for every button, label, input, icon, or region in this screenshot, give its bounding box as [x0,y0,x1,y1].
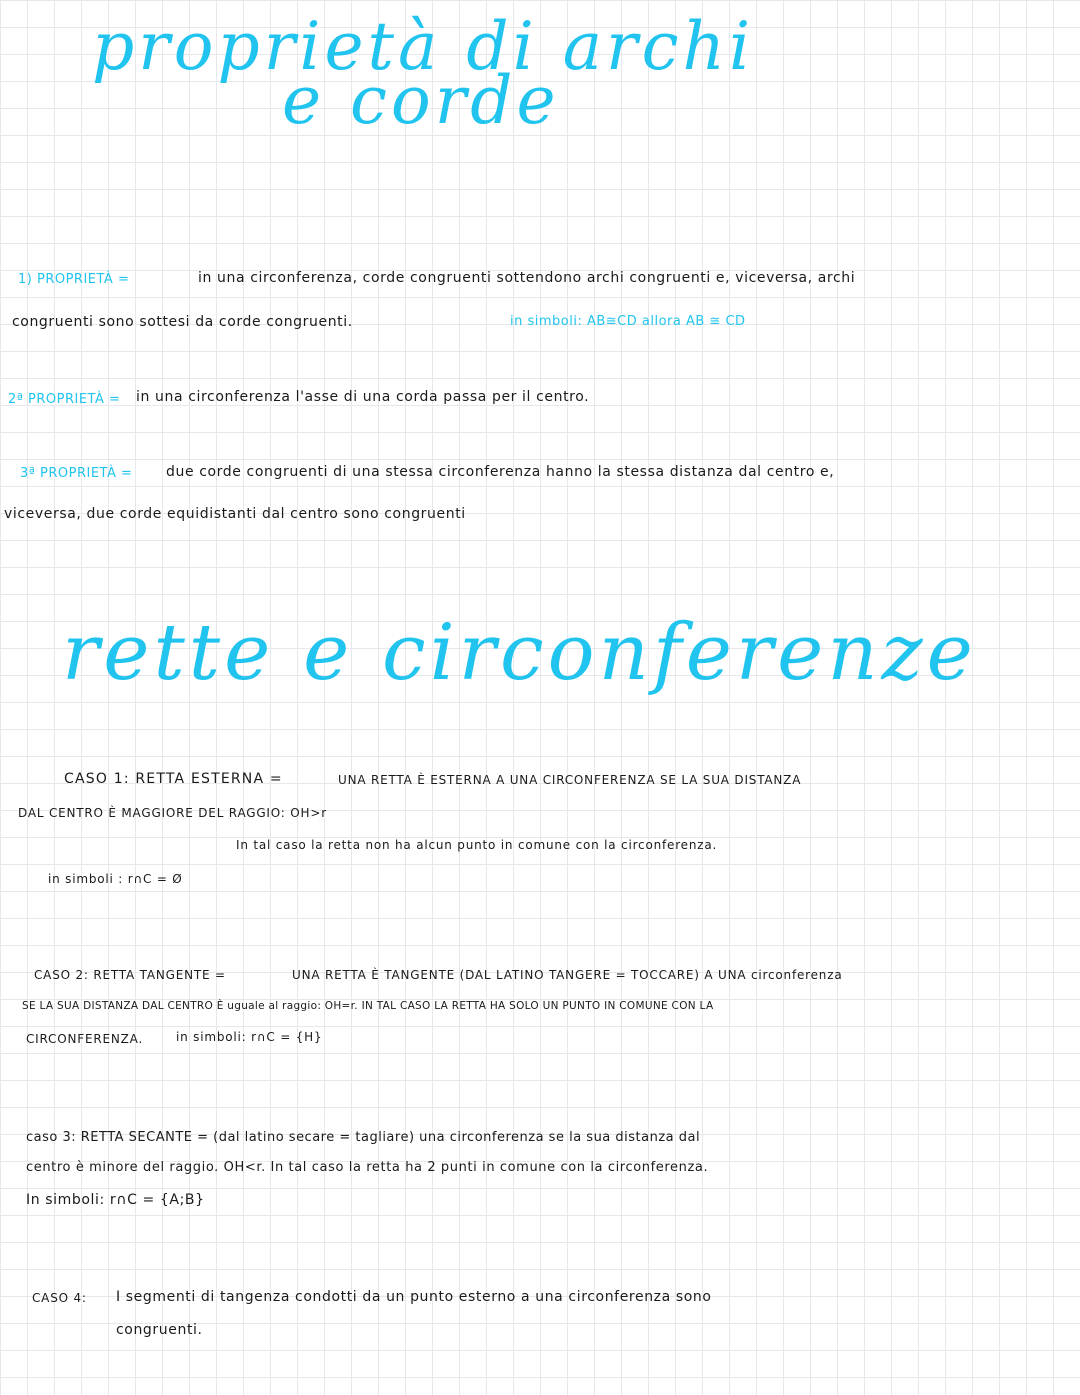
caso1-heading: CASO 1: RETTA ESTERNA = [64,771,283,787]
caso1-symbols: in simboli : r∩C = Ø [48,872,183,886]
title-line2: e corde [282,62,560,139]
caso1-line1: UNA RETTA È ESTERNA A UNA CIRCONFERENZA SE LA SUA DISTANZA [338,773,802,787]
caso4-line1: I segmenti di tangenza condotti da un punto esterno a una circonferenza sono [116,1289,712,1305]
caso2-heading: CASO 2: RETTA TANGENTE = [34,968,226,982]
caso2-line3: CIRCONFERENZA. [26,1032,144,1046]
prop3-text-line1: due corde congruenti di una stessa circonferenza hanno la stessa distanza dal centro e, [166,464,835,480]
prop3-label: 3ª PROPRIETÀ = [20,466,133,481]
caso2-symbols: in simboli: r∩C = {H} [176,1030,323,1044]
caso1-line2: DAL CENTRO È MAGGIORE DEL RAGGIO: OH>r [18,806,327,820]
caso1-line3: In tal caso la retta non ha alcun punto in comune con la circonferenza. [236,838,718,852]
prop2-text: in una circonferenza l'asse di una corda passa per il centro. [136,389,590,405]
caso4-line2: congruenti. [116,1322,203,1338]
prop3-text-line2: viceversa, due corde equidistanti dal centro sono congruenti [4,506,466,522]
prop1-label: 1) PROPRIETÀ = [18,272,130,287]
prop1-text-line2: congruenti sono sottesi da corde congruenti. [12,314,353,330]
caso2-line1: UNA RETTA È TANGENTE (DAL LATINO TANGERE = TOCCARE) A UNA circonferenza [292,968,843,982]
section-title-rette: rette e circonferenze [62,608,977,698]
caso4-label: CASO 4: [32,1291,87,1305]
prop2-label: 2ª PROPRIETÀ = [8,392,121,407]
title-line1: proprietà di archi [92,8,755,85]
caso3-line3: In simboli: r∩C = {A;B} [26,1192,205,1208]
caso3-line1: caso 3: RETTA SECANTE = (dal latino secare = tagliare) una circonferenza se la sua distanza dal [26,1130,701,1145]
caso2-line2: SE LA SUA DISTANZA DAL CENTRO È uguale al raggio: OH=r. IN TAL CASO LA RETTA HA SOLO UN PUNTO IN COMUNE CON LA [22,1000,714,1012]
prop1-text-line1: in una circonferenza, corde congruenti sottendono archi congruenti e, viceversa, archi [198,270,856,286]
caso3-line2: centro è minore del raggio. OH<r. In tal caso la retta ha 2 punti in comune con la circonferenza. [26,1160,709,1175]
prop1-symbols: in simboli: AB≅CD allora AB ≅ CD [510,314,746,329]
